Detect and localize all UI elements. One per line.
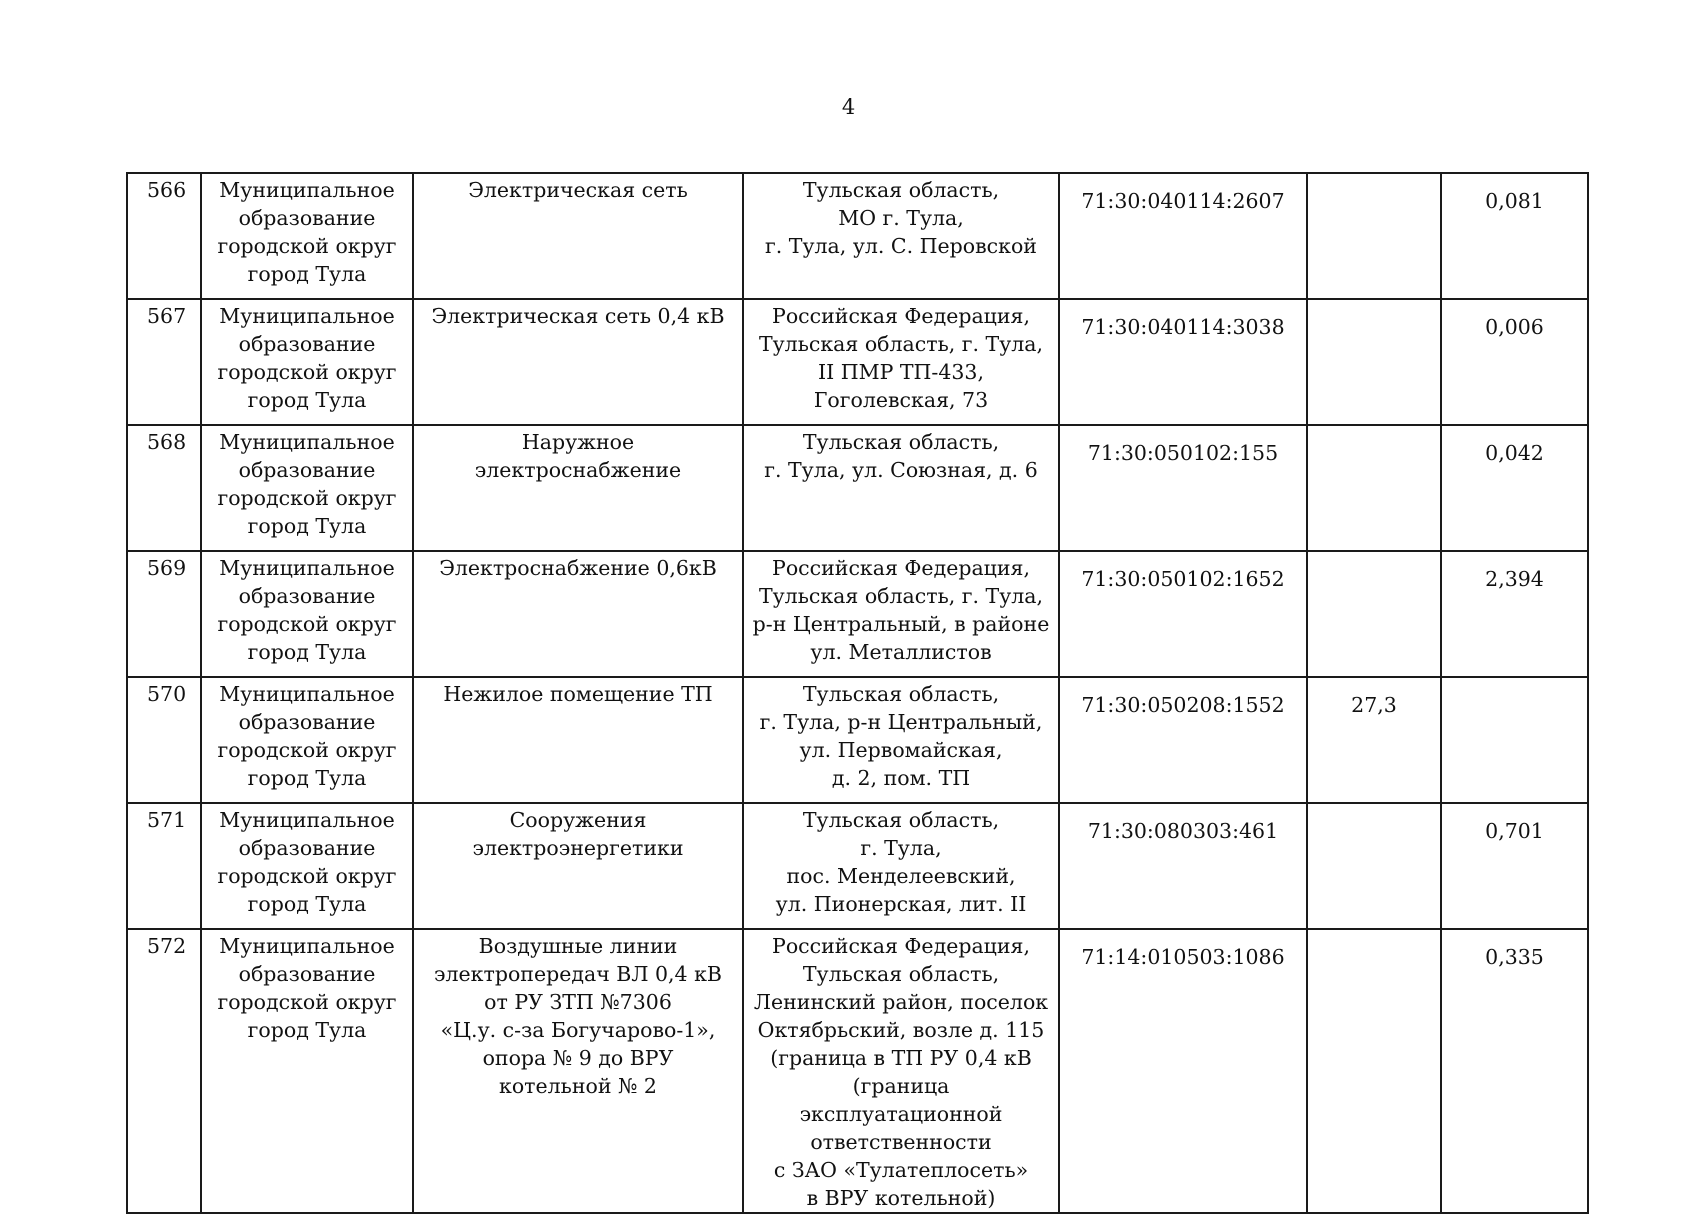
object-name-cell: Электроснабжение 0,6кВ — [413, 551, 743, 677]
table-row — [127, 677, 1588, 803]
table-row — [127, 299, 1588, 425]
owner-cell: Муниципальное образование городской округ город Тула — [201, 173, 413, 299]
address-cell: Тульская область, г. Тула, ул. Союзная, д. 6 — [743, 425, 1059, 551]
cadastral-number-cell: 71:30:040114:3038 — [1059, 299, 1307, 425]
owner-cell: Муниципальное образование городской округ город Тула — [201, 425, 413, 551]
object-name-cell: Электрическая сеть — [413, 173, 743, 299]
owner-cell: Муниципальное образование городской округ город Тула — [201, 551, 413, 677]
address-cell: Российская Федерация, Тульская область, г. Тула, II ПМР ТП-433, Гоголевская, 73 — [743, 299, 1059, 425]
owner-cell: Муниципальное образование городской округ город Тула — [201, 299, 413, 425]
row-number-cell: 568 — [127, 425, 201, 551]
length-cell: 0,701 — [1441, 803, 1588, 929]
page-number: 4 — [841, 95, 856, 119]
area-cell — [1307, 929, 1441, 1213]
table-row — [127, 803, 1588, 929]
cadastral-number-cell: 71:30:080303:461 — [1059, 803, 1307, 929]
object-name-cell: Нежилое помещение ТП — [413, 677, 743, 803]
row-number-cell: 571 — [127, 803, 201, 929]
address-cell: Российская Федерация, Тульская область, г. Тула, р-н Центральный, в районе ул. Металлистов — [743, 551, 1059, 677]
owner-cell: Муниципальное образование городской округ город Тула — [201, 677, 413, 803]
area-cell — [1307, 299, 1441, 425]
cadastral-number-cell: 71:14:010503:1086 — [1059, 929, 1307, 1213]
table-row — [127, 929, 1588, 1213]
object-name-cell: Электрическая сеть 0,4 кВ — [413, 299, 743, 425]
object-name-cell: Наружное электроснабжение — [413, 425, 743, 551]
area-cell: 27,3 — [1307, 677, 1441, 803]
address-cell: Тульская область, МО г. Тула, г. Тула, ул. С. Перовской — [743, 173, 1059, 299]
cadastral-number-cell: 71:30:040114:2607 — [1059, 173, 1307, 299]
address-cell: Тульская область, г. Тула, р-н Центральный, ул. Первомайская, д. 2, пом. ТП — [743, 677, 1059, 803]
table-row — [127, 425, 1588, 551]
table-row — [127, 173, 1588, 299]
length-cell: 2,394 — [1441, 551, 1588, 677]
owner-cell: Муниципальное образование городской округ город Тула — [201, 803, 413, 929]
row-number-cell: 566 — [127, 173, 201, 299]
cadastral-number-cell: 71:30:050102:1652 — [1059, 551, 1307, 677]
row-number-cell: 569 — [127, 551, 201, 677]
length-cell: 0,006 — [1441, 299, 1588, 425]
row-number-cell: 572 — [127, 929, 201, 1213]
address-cell: Российская Федерация, Тульская область, Ленинский район, поселок Октябрьский, возле д. 115 (граница в ТП РУ 0,4 кВ (граница эксплуатационной ответственности с ЗАО «Тулатеплосеть» в ВРУ котельной) — [743, 929, 1059, 1213]
row-number-cell: 570 — [127, 677, 201, 803]
cadastral-number-cell: 71:30:050102:155 — [1059, 425, 1307, 551]
object-name-cell: Сооружения электроэнергетики — [413, 803, 743, 929]
length-cell: 0,081 — [1441, 173, 1588, 299]
property-registry-table — [126, 172, 1589, 1214]
length-cell: 0,335 — [1441, 929, 1588, 1213]
owner-cell: Муниципальное образование городской округ город Тула — [201, 929, 413, 1213]
length-cell — [1441, 677, 1588, 803]
area-cell — [1307, 551, 1441, 677]
area-cell — [1307, 803, 1441, 929]
row-number-cell: 567 — [127, 299, 201, 425]
length-cell: 0,042 — [1441, 425, 1588, 551]
object-name-cell: Воздушные линии электропередач ВЛ 0,4 кВ от РУ ЗТП №7306 «Ц.у. с-за Богучарово-1», опора № 9 до ВРУ котельной № 2 — [413, 929, 743, 1213]
address-cell: Тульская область, г. Тула, пос. Менделеевский, ул. Пионерская, лит. II — [743, 803, 1059, 929]
area-cell — [1307, 173, 1441, 299]
table-row — [127, 551, 1588, 677]
cadastral-number-cell: 71:30:050208:1552 — [1059, 677, 1307, 803]
area-cell — [1307, 425, 1441, 551]
